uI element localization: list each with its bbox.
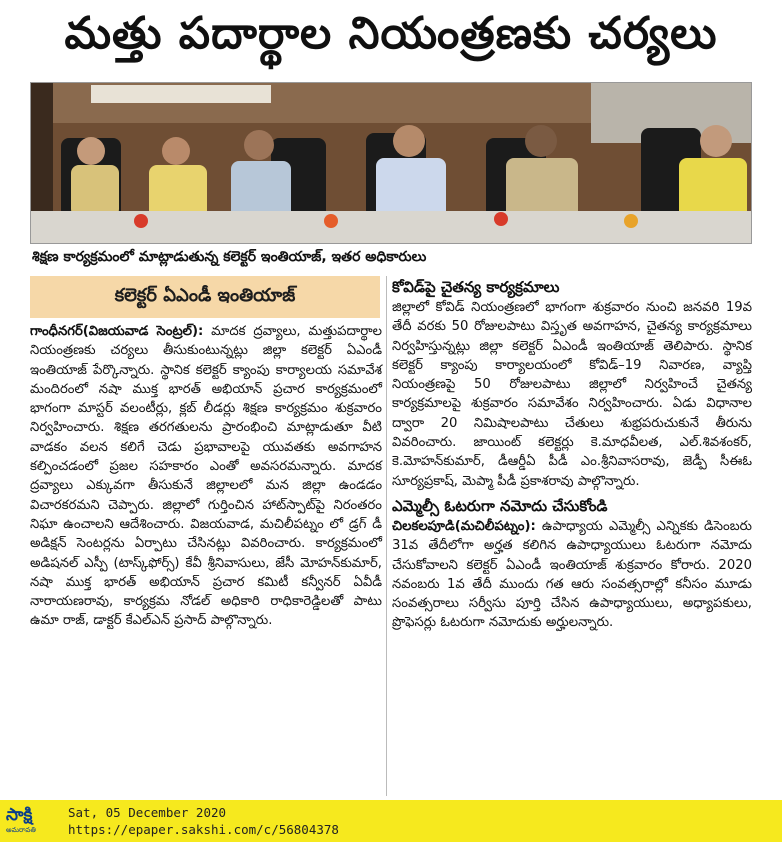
photo-illustration [31, 83, 751, 243]
right-column [392, 276, 752, 633]
left-article-text [30, 322, 382, 631]
headline: మత్తు పదార్థాల నియంత్రణకు చర్యలు [64, 8, 718, 59]
mlc-article-text [392, 517, 752, 633]
left-article-dateline: గాంధీనగర్(విజయవాడ సెంట్రల్): [30, 324, 204, 339]
left-article [30, 322, 382, 631]
epaper-link[interactable]: https://epaper.sakshi.com/c/56804378 [68, 822, 339, 837]
edition-date: Sat, 05 December 2020 [68, 805, 227, 820]
footer-bar [0, 800, 782, 842]
photo-caption: శిక్షణ కార్యక్రమంలో మాట్లాడుతున్న కలెక్టర్ ఇంతియాజ్, ఇతర అధికారులు [32, 249, 427, 265]
sakshi-logo [6, 804, 60, 838]
left-article-body: మాదక ద్రవ్యాలు, మత్తుపదార్థాల నియంత్రణకు చర్యలు తీసుకుంటున్నట్లు జిల్లా కలెక్టర్ ఏఎండీ ఇంతియాజ్ పేర్కొన్నారు. స్థానిక కలెక్టర్ క్యాంపు కార్యాలయ సమావేశ మందిరంలో నషా ముక్త భారత్ అభియాన్ ప్రచార కార్యక్రమంలో భాగంగా మాస్టర్ వలంటీర్లు, క్లబ్ లీడర్లు శిక్షణ కార్యక్రమం శుక్రవారం నిర్వహించారు. శిక్షణ తరగతులను ప్రారంభించి మాట్లాడుతూ వీటి వాడకం వలన కలిగే చెడు ప్రభావాలపై యువతకు అవగాహన కల్పించడంలో ప్రజల సహకారం ఎంతో అవసరమన్నారు. మాదక ద్రవ్యాలు ఎక్కువగా తీసుకునే జిల్లాలలో మన జిల్లా ఉండడం విచారకరమని చెప్పారు. జిల్లాలో గుర్తించిన హాట్‌స్పాట్‌పై నిరంతరం నిఘా ఉంచాలని ఆదేశించారు. విజయవాడ, మచిలీపట్నం లో డ్రగ్ డీ అడిక్షన్ సెంటర్లను ఏర్పాటు చేసినట్లు వివరించారు. కార్యక్రమంలో అడిషనల్ ఎస్పీ (టాస్క్‌ఫోర్స్) కేవీ శ్రీనివాసులు, జేసీ మోహన్‌కుమార్, నషా ముక్త భారత్ అభియాన్ ప్రచార కమిటీ కన్వీనర్ ఏవీడీ నారాయణరావు, కార్యక్రమ నోడల్ అధికారి రాధికారెడ్డిలతో పాటు ఉమా రాజ్, డాక్టర్ కేఎల్ఎన్ ప్రసాద్ పాల్గొన్నారు. [30, 324, 382, 629]
covid-article-body: జిల్లాలో కోవిడ్ నియంత్రణలో భాగంగా శుక్రవారం నుంచి జనవరి 19వ తేదీ వరకు 50 రోజులపాటు విస్తృత అవగాహన, చైతన్య కార్యక్రమాలు నిర్వహిస్తున్నట్లు జిల్లా కలెక్టర్ ఏఎండీ ఇంతియాజ్ తెలిపారు. స్థానిక కలెక్టర్ క్యాంపు కార్యాలయంలో కోవిడ్–19 నివారణ, వ్యాప్తి నియంత్రణపై 50 రోజులపాటు జిల్లాలో నిర్వహించే చైతన్య కార్యక్రమాలపై శుక్రవారం సమావేశం నిర్వహించారు. ఏడు విధానాల ద్వారా 20 నిమిషాలపాటు చేతులు శుభ్రపరుచుకునే తీరును వివరించారు. జాయింట్ కలెక్టర్లు కె.మాధవీలత, ఎల్.శివశంకర్, కె.మోహన్‌కుమార్, డీఆర్డీఏ పీడీ ఎం.శ్రీనివాసరావు, జెడ్పీ సీఈఓ సూర్యప్రకాష్, మెప్మా పీడీ ప్రకాశరావు పాల్గొన్నారు. [392, 300, 752, 489]
article-subheading: కలెక్టర్ ఏఎండీ ఇంతియాజ్ [30, 276, 380, 318]
mlc-article-body: ఉపాధ్యాయ ఎమ్మెల్సీ ఎన్నికకు డిసెంబరు 31వ తేదీలోగా అర్హత కలిగిన ఉపాధ్యాయులు ఓటరుగా నమోదు చేసుకోవాలని కలెక్టర్ ఏఎండీ ఇంతియాజ్ శుక్రవారం కోరారు. 2020 నవంబరు 1వ తేదీ ముందు గత ఆరు సంవత్సరాల్లో కనీసం మూడు సంవత్సరాలు సర్వీసు పూర్తి చేసిన ఉపాధ్యాయులు, అధ్యాపకులు, ప్రొఫెసర్లు ఓటరుగా నమోదుకు అర్హులన్నారు. [392, 518, 752, 631]
mlc-article-heading: ఎమ్మెల్సీ ఓటరుగా నమోదు చేసుకోండి [392, 496, 608, 515]
mlc-article-dateline: చిలకలపూడి(మచిలీపట్నం): [392, 518, 536, 534]
logo-subtext: అమరావతి [6, 826, 36, 834]
logo-text: సాక్షి [6, 805, 33, 825]
column-divider [386, 276, 387, 796]
covid-article-heading: కోవిడ్‌పై చైతన్య కార్యక్రమాలు [392, 278, 560, 296]
news-photo [30, 82, 752, 244]
